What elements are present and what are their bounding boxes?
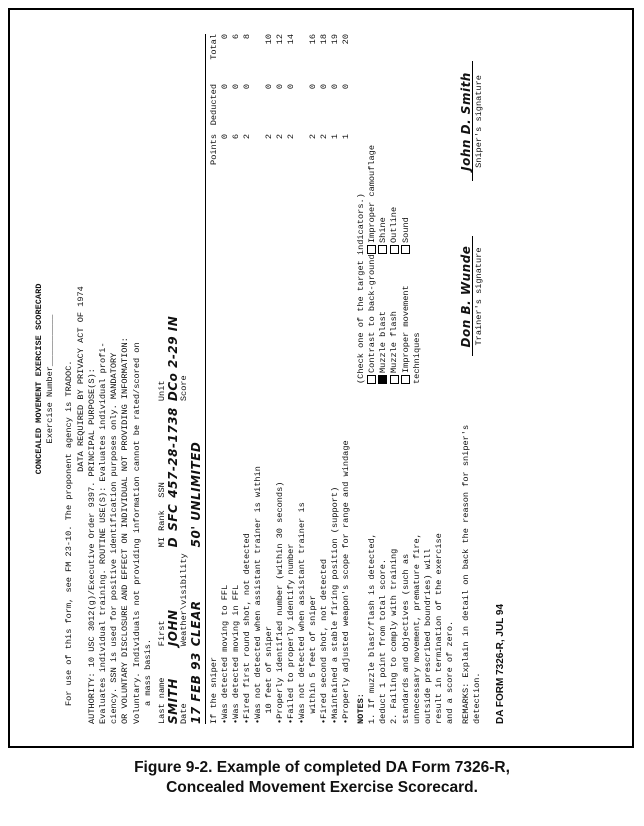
mi-value: D bbox=[166, 536, 181, 548]
item-deducted: 0 bbox=[307, 84, 318, 90]
score-item-row bbox=[264, 34, 275, 724]
item-total: 20 bbox=[340, 34, 351, 45]
column-headers bbox=[209, 34, 220, 724]
indicator-item[interactable] bbox=[378, 254, 389, 384]
date-value: 17 FEB 93 bbox=[188, 652, 203, 724]
item-points: 2 bbox=[241, 134, 252, 140]
indicator-label: Shine bbox=[378, 217, 389, 243]
item-points: 2 bbox=[307, 134, 318, 140]
checkbox-icon[interactable] bbox=[390, 375, 399, 384]
score-item-row bbox=[286, 34, 297, 724]
item-deducted bbox=[253, 84, 264, 134]
item-total: 6 bbox=[230, 34, 241, 40]
last-name-value: SMITH bbox=[166, 678, 181, 724]
indicator-label: Sound bbox=[400, 217, 411, 243]
note-line: and a score of zero. bbox=[445, 620, 456, 724]
notes-section bbox=[356, 34, 457, 724]
note-line: standards and objectives (such as bbox=[400, 553, 411, 724]
indicator-label: Improper movement techniques bbox=[400, 285, 422, 384]
item-total: 14 bbox=[285, 34, 296, 45]
score-item-row bbox=[341, 34, 352, 724]
item-label: 10 feet of sniper bbox=[263, 626, 274, 724]
remarks-row bbox=[458, 34, 485, 724]
indicator-item[interactable] bbox=[401, 254, 423, 384]
item-points: 1 bbox=[329, 134, 340, 140]
indicator-item[interactable] bbox=[367, 145, 378, 254]
score-item-row bbox=[308, 34, 319, 724]
score-item-row bbox=[297, 34, 308, 724]
score-item-row bbox=[330, 34, 341, 724]
privacy-line: AUTHORITY: 10 USC 3012(g)/Executive Order 9397. PRINCIPAL PURPOSE(S): bbox=[86, 368, 97, 724]
privacy-line: Evaluates individual training. ROUTINE USE(S): Evaluates individual profi- bbox=[98, 342, 109, 724]
exercise-number-label: Exercise Number bbox=[45, 366, 56, 444]
indicator-item[interactable] bbox=[378, 145, 389, 254]
points-header: Points bbox=[208, 134, 219, 165]
item-deducted: 0 bbox=[219, 84, 230, 90]
form-title: CONCEALED MOVEMENT EXERCISE SCORECARD bbox=[34, 283, 44, 475]
indicators-heading: (Check one of the target indicators.) bbox=[355, 193, 366, 384]
checkbox-icon[interactable] bbox=[401, 245, 410, 254]
note-line: 1. If muzzle blast/flash is detected, bbox=[367, 533, 378, 724]
item-deducted bbox=[297, 84, 308, 134]
score-item-row bbox=[319, 34, 330, 724]
indicator-label: Improper camouflage bbox=[367, 145, 378, 243]
item-deducted: 0 bbox=[263, 84, 274, 90]
sniper-signature-label: Sniper's signature bbox=[473, 75, 484, 168]
ssn-label: SSN bbox=[157, 482, 168, 498]
indicators-col2 bbox=[367, 145, 423, 254]
item-deducted: 0 bbox=[285, 84, 296, 90]
trainer-signature-label: Trainer's signature bbox=[473, 247, 484, 346]
caption-line-2: Concealed Movement Exercise Scorecard. bbox=[166, 779, 478, 796]
first-value: JOHN bbox=[166, 609, 181, 647]
checkbox-icon[interactable] bbox=[367, 375, 376, 384]
item-label: within 5 feet of sniper bbox=[307, 595, 318, 724]
sniper-signature: John D. Smith bbox=[461, 62, 473, 182]
rank-label: Rank bbox=[157, 510, 168, 531]
unit-label: Unit bbox=[157, 380, 168, 402]
item-points: 1 bbox=[340, 134, 351, 140]
item-deducted: 0 bbox=[274, 84, 285, 90]
checkbox-icon[interactable] bbox=[378, 375, 387, 384]
indicators-col1 bbox=[367, 254, 423, 384]
date-label: Date bbox=[179, 703, 190, 724]
note-line: deduct 1 point from total score. bbox=[378, 558, 389, 724]
caption-line-1: Figure 9-2. Example of completed DA Form 7326-R, bbox=[134, 759, 510, 776]
item-label: •Was detected moving in FFL bbox=[230, 584, 241, 724]
checkbox-icon[interactable] bbox=[367, 245, 376, 254]
item-points: 2 bbox=[263, 134, 274, 140]
privacy-line: ciency. SSN is used for positive identification purposes only. MANDATORY bbox=[109, 352, 120, 724]
item-deducted: 0 bbox=[329, 84, 340, 90]
item-points: 0 bbox=[219, 134, 230, 140]
item-total: 10 bbox=[263, 34, 274, 45]
item-points: 2 bbox=[318, 134, 329, 140]
item-points: 2 bbox=[274, 134, 285, 140]
item-label: •Properly identified number (within 30 seconds) bbox=[274, 481, 285, 724]
score-item-row bbox=[231, 34, 242, 724]
item-label: •Failed to properly identify number bbox=[285, 543, 296, 724]
item-total: 0 bbox=[219, 34, 230, 40]
item-total: 16 bbox=[307, 34, 318, 45]
divider bbox=[205, 34, 206, 724]
indicator-label: Outline bbox=[389, 206, 400, 243]
note-line: outside prescribed boundries) will bbox=[423, 548, 434, 724]
first-label: First bbox=[157, 620, 168, 647]
weather-value: CLEAR bbox=[188, 600, 203, 647]
score-item-row bbox=[220, 34, 231, 724]
indicator-label: Contrast to back-ground bbox=[367, 254, 378, 373]
indicator-label: Muzzle blast bbox=[378, 311, 389, 373]
remarks: REMARKS: Explain in detail on back the reason for sniper's detection. bbox=[460, 424, 482, 724]
privacy-block bbox=[87, 34, 154, 724]
checkbox-icon[interactable] bbox=[401, 375, 410, 384]
notes-label: NOTES: bbox=[355, 693, 366, 724]
visibility-value: 50' UNLIMITED bbox=[188, 441, 203, 548]
notes-list bbox=[367, 384, 457, 724]
use-note: For use of this form, see FM 23-10. The proponent agency is TRADOC. bbox=[64, 360, 75, 706]
deducted-header: Deducted bbox=[208, 84, 219, 126]
item-points: 6 bbox=[230, 134, 241, 140]
item-total bbox=[253, 34, 264, 84]
indicator-item[interactable] bbox=[401, 145, 412, 254]
items-intro: If the sniper bbox=[208, 656, 219, 724]
score-item-row bbox=[242, 34, 253, 724]
indicator-item[interactable] bbox=[389, 254, 400, 384]
score-item-row bbox=[275, 34, 286, 724]
item-label: •Maintained a stable firing position (support) bbox=[329, 486, 340, 724]
item-label: •Was not detected when assistant trainer is within bbox=[252, 466, 263, 724]
indicator-item[interactable] bbox=[367, 254, 378, 384]
score-label: Score bbox=[179, 375, 190, 402]
item-deducted: 0 bbox=[340, 84, 351, 90]
indicator-item[interactable] bbox=[389, 145, 400, 254]
form-id: DA FORM 7326-R, JUL 94 bbox=[495, 603, 507, 724]
figure-caption bbox=[0, 758, 644, 798]
identity-table bbox=[157, 310, 202, 724]
privacy-line: a mass basis. bbox=[142, 638, 153, 706]
item-label: •Fired first round shot, not detected bbox=[241, 533, 252, 724]
item-total: 18 bbox=[318, 34, 329, 45]
weather-label: Weather\visibility bbox=[179, 553, 190, 647]
mi-label: MI bbox=[157, 537, 168, 548]
item-total: 19 bbox=[329, 34, 340, 45]
rotated-scorecard bbox=[24, 20, 614, 740]
unit-value: DCo 2-29 IN bbox=[166, 315, 181, 402]
privacy-line: Voluntary. Individuals not providing information cannot be rated/scored on bbox=[131, 342, 142, 724]
item-label: •Fired second shot, not detected bbox=[318, 558, 329, 724]
item-total bbox=[297, 34, 308, 84]
item-total: 12 bbox=[274, 34, 285, 45]
total-header: Total bbox=[208, 34, 219, 60]
checkbox-icon[interactable] bbox=[390, 245, 399, 254]
item-deducted: 0 bbox=[230, 84, 241, 90]
note-line: unnecessary movement, premature fire, bbox=[411, 533, 422, 724]
checkbox-icon[interactable] bbox=[378, 245, 387, 254]
item-label: •Was not detected when assistant trainer is bbox=[296, 502, 307, 724]
privacy-heading: DATA REQUIRED BY PRIVACY ACT OF 1974 bbox=[75, 286, 86, 472]
rank-value: SFC bbox=[166, 503, 181, 531]
item-deducted: 0 bbox=[318, 84, 329, 90]
score-items bbox=[220, 34, 352, 724]
item-points bbox=[297, 134, 308, 184]
note-line: 2. Failing to comply with training bbox=[389, 548, 400, 724]
ssn-value: 457-28-1738 bbox=[166, 407, 181, 498]
item-deducted: 0 bbox=[241, 84, 252, 90]
item-points bbox=[253, 134, 264, 184]
privacy-line: OR VOLUNTARY DISCLOSURE AND EFFECT ON INDIVIDUAL NOT PROVIDING INFORMATION: bbox=[120, 337, 131, 724]
item-points: 2 bbox=[285, 134, 296, 140]
item-label: •Was detected moving to FFL bbox=[219, 584, 230, 724]
exercise-number: Exercise Number__________ bbox=[45, 314, 56, 444]
score-item-row bbox=[253, 34, 264, 724]
item-label: •Properly adjusted weapon's scope for range and windage bbox=[340, 440, 351, 724]
indicator-label: Muzzle flash bbox=[389, 311, 400, 373]
last-name-label: Last name bbox=[157, 677, 168, 724]
item-total: 8 bbox=[241, 34, 252, 40]
trainer-signature: Don B. Wunde bbox=[461, 237, 473, 357]
note-line: result in termination of the exercise bbox=[434, 533, 445, 724]
